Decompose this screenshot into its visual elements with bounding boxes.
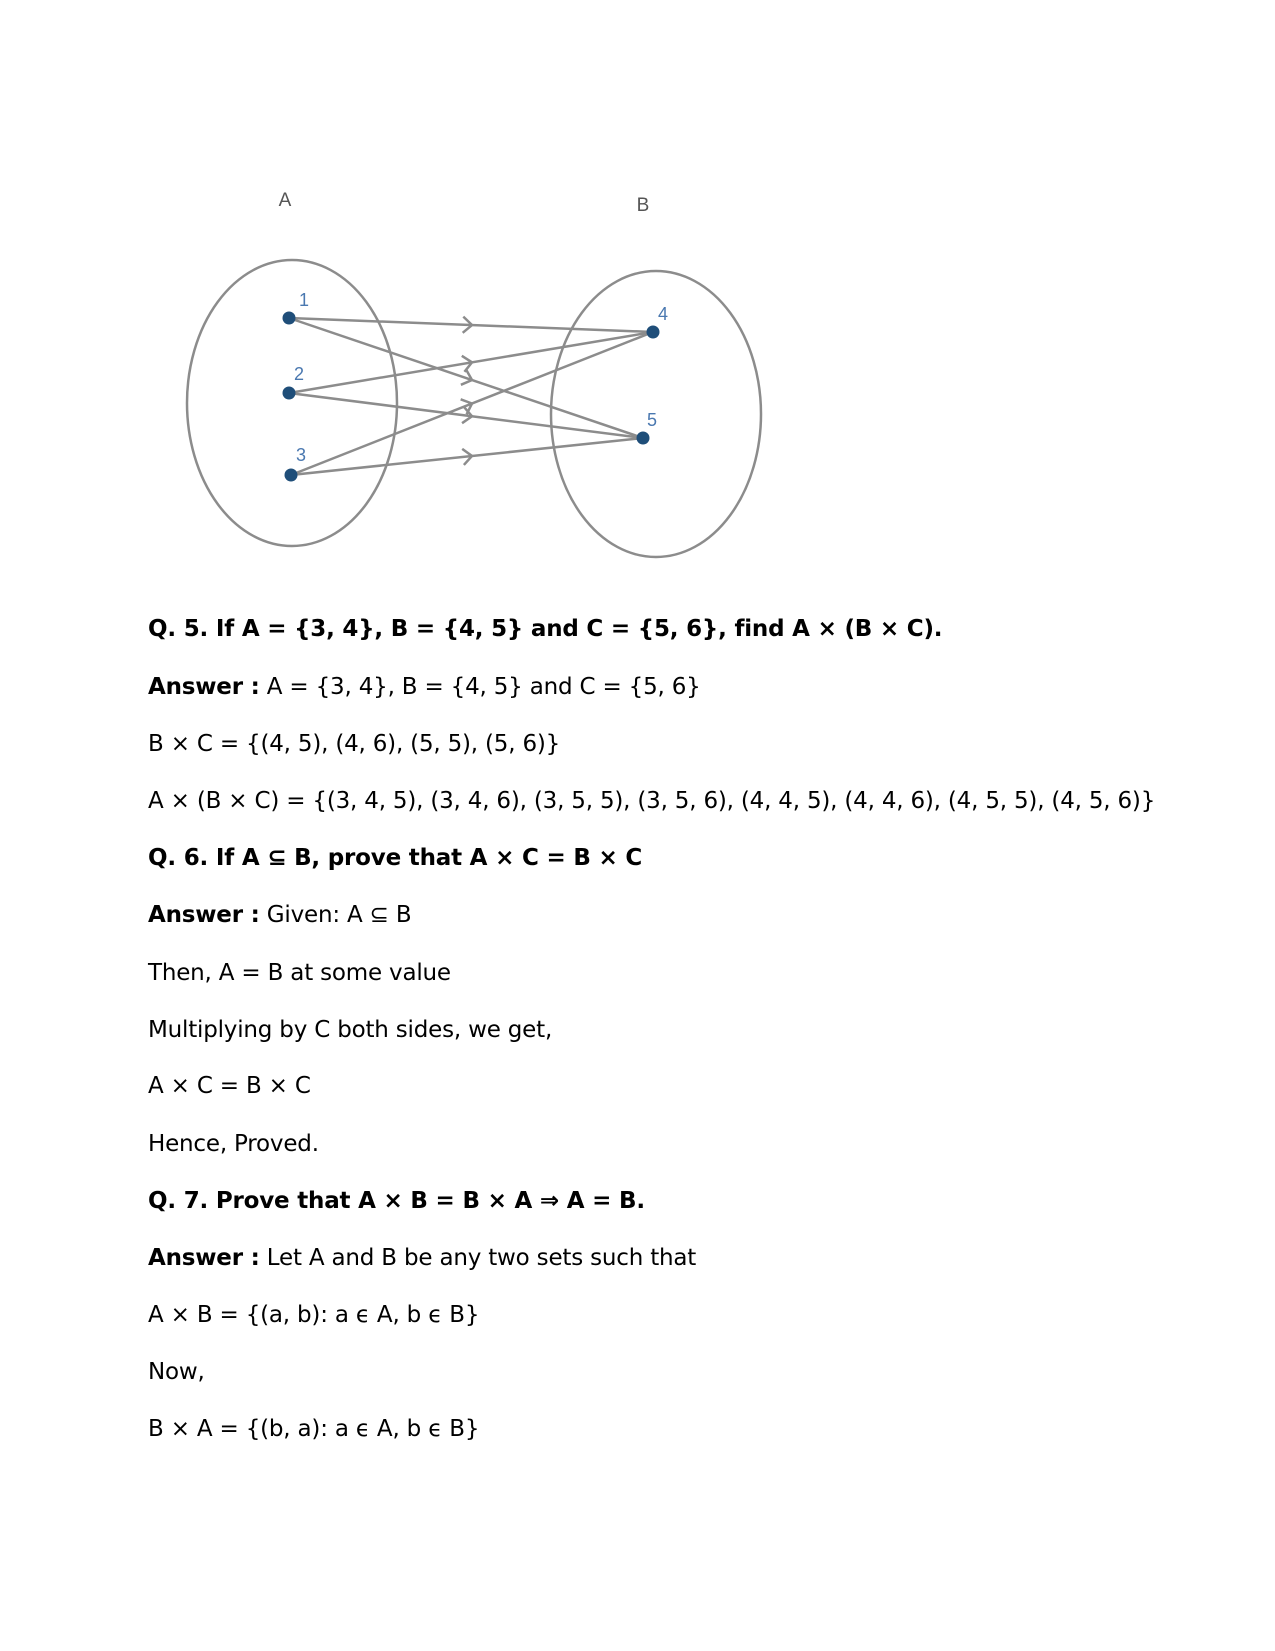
question-6-text: Q. 6. If A ⊆ B, prove that A × C = B × C	[148, 845, 643, 871]
line-text: Hence, Proved.	[148, 1131, 319, 1157]
question-5-text: Q. 5. If A = {3, 4}, B = {4, 5} and C = {5, 6}, find A × (B × C).	[148, 616, 943, 642]
question-7-text: Q. 7. Prove that A × B = B × A ⇒ A = B.	[148, 1188, 645, 1214]
line-text: A × B = {(a, b): a ϵ A, b ϵ B}	[148, 1302, 480, 1328]
line-text: Now,	[148, 1359, 205, 1385]
mapping-line	[289, 393, 643, 438]
set-mapping-diagram	[0, 0, 1275, 600]
answer-7-bxa	[148, 1414, 479, 1444]
set-b-element-label: 4	[658, 304, 669, 324]
answer-5-given	[148, 672, 701, 702]
answer-text: Let A and B be any two sets such that	[259, 1245, 697, 1271]
question-6	[148, 843, 642, 873]
answer-label: Answer :	[148, 902, 260, 928]
set-b-element-label: 5	[647, 410, 658, 430]
answer-6-given	[148, 900, 411, 930]
answer-7-axb	[148, 1300, 479, 1330]
line-text: Multiplying by C both sides, we get,	[148, 1017, 553, 1043]
answer-7-now	[148, 1357, 205, 1387]
answer-6-multiply	[148, 1015, 552, 1045]
set-a-point-3	[285, 469, 298, 482]
answer-label: Answer :	[148, 1245, 260, 1271]
question-5	[148, 614, 942, 644]
set-a-label: A	[278, 190, 292, 211]
set-b-point-5	[637, 432, 650, 445]
set-a-point-2	[283, 387, 296, 400]
set-b-label: B	[636, 195, 650, 216]
line-text: B × C = {(4, 5), (4, 6), (5, 5), (5, 6)}	[148, 731, 561, 757]
set-a-element-label: 3	[296, 445, 307, 465]
line-text: B × A = {(b, a): a ϵ A, b ϵ B}	[148, 1416, 480, 1442]
line-text: A × (B × C) = {(3, 4, 5), (3, 4, 6), (3, 5, 5), (3, 5, 6), (4, 4, 5), (4, 4, 6), (4, 5, 5), (4, 5, 6)}	[148, 788, 1156, 814]
set-a-element-label: 1	[299, 290, 310, 310]
answer-text: Given: A ⊆ B	[259, 902, 412, 928]
line-text: Then, A = B at some value	[148, 960, 451, 986]
line-text: A × C = B × C	[148, 1073, 311, 1099]
answer-7-intro	[148, 1243, 696, 1273]
mapping-line	[291, 438, 643, 475]
answer-6-then	[148, 958, 451, 988]
question-7	[148, 1186, 645, 1216]
answer-text: A = {3, 4}, B = {4, 5} and C = {5, 6}	[259, 674, 701, 700]
answer-5-result	[148, 786, 1155, 816]
set-b-point-4	[647, 326, 660, 339]
answer-6-equation	[148, 1071, 311, 1101]
answer-label: Answer :	[148, 674, 260, 700]
set-a-element-label: 2	[294, 364, 305, 384]
answer-6-conclusion	[148, 1129, 319, 1159]
set-a-point-1	[283, 312, 296, 325]
mapping-arrows	[289, 317, 653, 475]
answer-5-bxc	[148, 729, 560, 759]
